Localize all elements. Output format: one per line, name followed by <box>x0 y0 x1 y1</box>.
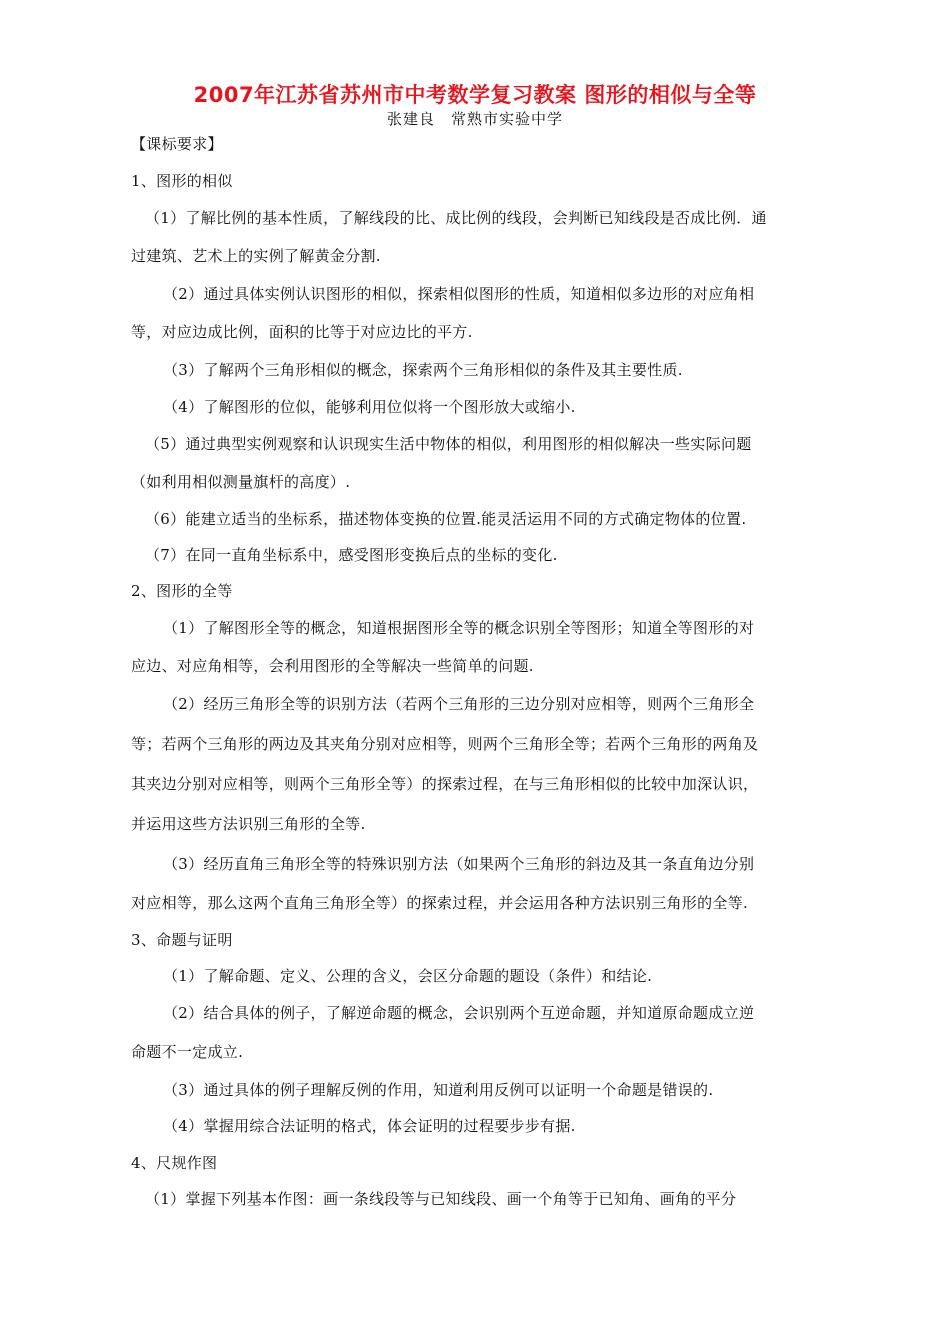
heading-propositions: 3、命题与证明 <box>131 931 233 949</box>
paragraph-line: 等；若两个三角形的两边及其夹角分别对应相等，则两个三角形全等；若两个三角形的两角及 <box>131 735 759 753</box>
paragraph-line: （6）能建立适当的坐标系，描述物体变换的位置.能灵活运用不同的方式确定物体的位置. <box>145 510 747 528</box>
paragraph-line: （1）了解命题、定义、公理的含义，会区分命题的题设（条件）和结论. <box>163 967 653 985</box>
paragraph-line: 应边、对应角相等，会利用图形的全等解决一些简单的问题. <box>131 657 534 675</box>
paragraph-line: （1）了解比例的基本性质，了解线段的比、成比例的线段，会判断已知线段是否成比例．通 <box>145 209 767 227</box>
author-line: 张建良 常熟市实验中学 <box>386 110 563 128</box>
paragraph-line: 其夹边分别对应相等，则两个三角形全等）的探索过程，在与三角形相似的比较中加深认识， <box>131 775 759 793</box>
paragraph-line: 等，对应边成比例，面积的比等于对应边比的平方. <box>131 323 473 341</box>
paragraph-line: 并运用这些方法识别三角形的全等. <box>131 815 366 833</box>
document-title: 2007年江苏省苏州市中考数学复习教案 图形的相似与全等 <box>193 83 757 107</box>
paragraph-line: （1）掌握下列基本作图：画一条线段等与已知线段、画一个角等于已知角、画角的平分 <box>145 1190 737 1208</box>
paragraph-line: 过建筑、艺术上的实例了解黄金分割. <box>131 247 381 265</box>
paragraph-line: （如利用相似测量旗杆的高度）. <box>131 473 351 491</box>
paragraph-line: （4）了解图形的位似，能够利用位似将一个图形放大或缩小. <box>163 398 576 416</box>
paragraph-line: （5）通过典型实例观察和认识现实生活中物体的相似，利用图形的相似解决一些实际问题 <box>145 435 752 453</box>
paragraph-line: （3）经历直角三角形全等的特殊识别方法（如果两个三角形的斜边及其一条直角边分别 <box>163 855 755 873</box>
paragraph-line: （4）掌握用综合法证明的格式，体会证明的过程要步步有据. <box>163 1117 576 1135</box>
paragraph-line: （3）通过具体的例子理解反例的作用，知道利用反例可以证明一个命题是错误的. <box>163 1081 714 1099</box>
heading-congruence: 2、图形的全等 <box>131 582 233 600</box>
paragraph-line: 对应相等，那么这两个直角三角形全等）的探索过程，并会运用各种方法识别三角形的全等. <box>131 894 749 912</box>
paragraph-line: （7）在同一直角坐标系中，感受图形变换后点的坐标的变化. <box>145 546 558 564</box>
paragraph-line: （2）经历三角形全等的识别方法（若两个三角形的三边分别对应相等，则两个三角形全 <box>163 695 755 713</box>
section-header: 【课标要求】 <box>131 135 223 153</box>
paragraph-line: （2）通过具体实例认识图形的相似，探索相似图形的性质，知道相似多边形的对应角相 <box>163 285 755 303</box>
paragraph-line: 命题不一定成立. <box>131 1043 244 1061</box>
paragraph-line: （1）了解图形全等的概念，知道根据图形全等的概念识别全等图形；知道全等图形的对 <box>163 619 755 637</box>
heading-similarity: 1、图形的相似 <box>131 172 233 190</box>
heading-constructions: 4、尺规作图 <box>131 1154 218 1172</box>
paragraph-line: （3）了解两个三角形相似的概念，探索两个三角形相似的条件及其主要性质. <box>163 361 683 379</box>
paragraph-line: （2）结合具体的例子，了解逆命题的概念，会识别两个互逆命题，并知道原命题成立逆 <box>163 1004 755 1022</box>
